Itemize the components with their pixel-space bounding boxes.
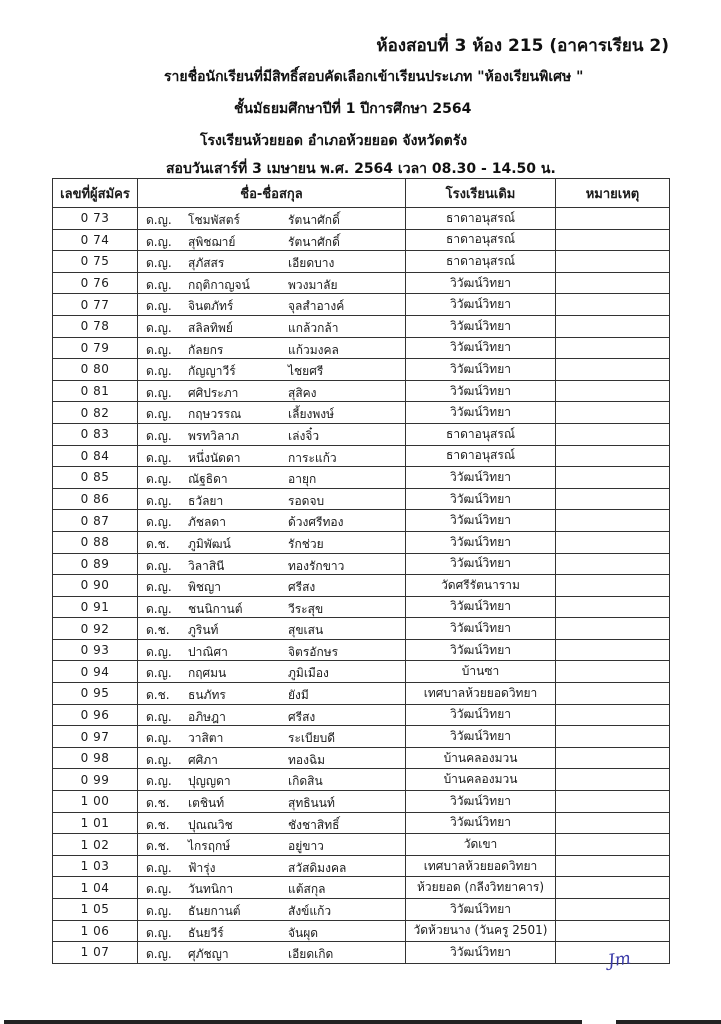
last-name: ทองรักขาว: [288, 558, 345, 573]
applicant-number: 0 87: [53, 510, 138, 532]
table-row: [53, 726, 670, 748]
applicant-number: 0 91: [53, 596, 138, 618]
table-row: [53, 229, 670, 251]
name-prefix: ด.ญ.: [146, 558, 172, 573]
previous-school: วิวัฒน์วิทยา: [406, 380, 556, 402]
student-name: [138, 683, 406, 705]
first-name: สลิลทิพย์: [188, 320, 233, 335]
name-prefix: ด.ญ.: [146, 860, 172, 875]
remarks-cell: [556, 704, 670, 726]
applicant-number: 0 75: [53, 251, 138, 273]
applicant-number: 1 02: [53, 834, 138, 856]
student-name: [138, 272, 406, 294]
table-row: [53, 942, 670, 964]
applicant-number: 0 88: [53, 531, 138, 553]
applicant-number: 1 00: [53, 791, 138, 813]
name-prefix: ด.ญ.: [146, 666, 172, 681]
applicant-number: 0 96: [53, 704, 138, 726]
name-prefix: ด.ญ.: [146, 385, 172, 400]
previous-school: วิวัฒน์วิทยา: [406, 812, 556, 834]
applicant-number: 0 95: [53, 683, 138, 705]
applicant-number: 1 07: [53, 942, 138, 964]
name-prefix: ด.ญ.: [146, 234, 172, 249]
first-name: ธันยวีร์: [188, 925, 224, 940]
last-name: ชังชาสิทธิ์: [288, 817, 340, 832]
applicant-number: 0 94: [53, 661, 138, 683]
last-name: ภูมิเมือง: [288, 666, 329, 681]
applicant-number: 0 92: [53, 618, 138, 640]
column-header-applicant-no: เลขที่ผู้สมัคร: [53, 179, 138, 208]
table-row: [53, 596, 670, 618]
student-name: [138, 704, 406, 726]
remarks-cell: [556, 575, 670, 597]
student-name: [138, 445, 406, 467]
previous-school: ธาดาอนุสรณ์: [406, 423, 556, 445]
last-name: แกล้วกล้า: [288, 320, 339, 335]
table-row: [53, 899, 670, 921]
name-prefix: ด.ญ.: [146, 450, 172, 465]
name-prefix: ด.ญ.: [146, 277, 172, 292]
last-name: จิตรอักษร: [288, 644, 339, 659]
applicant-number: 0 77: [53, 294, 138, 316]
name-prefix: ด.ญ.: [146, 407, 172, 422]
table-row: [53, 445, 670, 467]
last-name: รัตนาศักดิ์: [288, 213, 340, 227]
first-name: ศศิภา: [188, 752, 218, 767]
name-prefix: ด.ญ.: [146, 320, 172, 335]
last-name: สวัสดิมงคล: [288, 860, 347, 875]
student-name: [138, 661, 406, 683]
applicant-number: 0 84: [53, 445, 138, 467]
table-row: [53, 704, 670, 726]
name-prefix: ด.ญ.: [146, 428, 172, 443]
remarks-cell: [556, 531, 670, 553]
remarks-cell: [556, 920, 670, 942]
last-name: เอียดเกิด: [288, 947, 334, 962]
first-name: ภูมิพัฒน์: [188, 536, 231, 551]
student-name: [138, 639, 406, 661]
first-name: เตชินท์: [188, 796, 225, 811]
previous-school: วิวัฒน์วิทยา: [406, 726, 556, 748]
student-name: [138, 359, 406, 381]
first-name: ณัฐธิดา: [188, 472, 228, 487]
first-name: กฤษวรรณ: [188, 407, 242, 422]
first-name: ธันยกานต์: [188, 904, 241, 918]
column-header-remarks: หมายเหตุ: [556, 179, 670, 208]
student-name: [138, 251, 406, 273]
table-row: [53, 661, 670, 683]
table-row: [53, 639, 670, 661]
applicant-number: 0 79: [53, 337, 138, 359]
column-header-previous-school: โรงเรียนเดิม: [406, 179, 556, 208]
last-name: ด้วงศรีทอง: [288, 515, 344, 530]
last-name: เลี้ยงพงษ์: [288, 407, 335, 422]
last-name: อยู่ขาว: [288, 839, 324, 854]
last-name: ยังมี: [288, 688, 309, 703]
first-name: พรทวิลาภ: [188, 428, 240, 443]
first-name: ธวัลยา: [188, 493, 224, 508]
table-row: [53, 488, 670, 510]
name-prefix: ด.ญ.: [146, 601, 172, 616]
last-name: ระเบียบดี: [288, 731, 336, 746]
name-prefix: ด.ญ.: [146, 774, 172, 789]
previous-school: วัดศรีรัตนาราม: [406, 575, 556, 597]
scan-edge-bar-right: [616, 1020, 721, 1024]
table-row: [53, 553, 670, 575]
applicant-number: 0 98: [53, 747, 138, 769]
applicant-number: 0 76: [53, 272, 138, 294]
previous-school: ธาดาอนุสรณ์: [406, 208, 556, 230]
student-name: [138, 920, 406, 942]
remarks-cell: [556, 683, 670, 705]
remarks-cell: [556, 769, 670, 791]
previous-school: ธาดาอนุสรณ์: [406, 445, 556, 467]
name-prefix: ด.ญ.: [146, 493, 172, 508]
applicant-number: 0 83: [53, 423, 138, 445]
previous-school: วิวัฒน์วิทยา: [406, 531, 556, 553]
remarks-cell: [556, 639, 670, 661]
previous-school: วิวัฒน์วิทยา: [406, 704, 556, 726]
remarks-cell: [556, 380, 670, 402]
first-name: สุภัสสร: [188, 256, 225, 271]
previous-school: วิวัฒน์วิทยา: [406, 315, 556, 337]
name-prefix: ด.ญ.: [146, 925, 172, 940]
student-name: [138, 726, 406, 748]
name-prefix: ด.ญ.: [146, 644, 172, 659]
remarks-cell: [556, 553, 670, 575]
first-name: วิลาสินี: [188, 558, 225, 573]
last-name: เอียดบาง: [288, 256, 335, 271]
previous-school: วิวัฒน์วิทยา: [406, 488, 556, 510]
table-row: [53, 791, 670, 813]
previous-school: วัดเขา: [406, 834, 556, 856]
student-name: [138, 467, 406, 489]
first-name: หนึ่งนัดดา: [188, 450, 241, 465]
student-name: [138, 229, 406, 251]
remarks-cell: [556, 272, 670, 294]
previous-school: วิวัฒน์วิทยา: [406, 791, 556, 813]
first-name: วาสิตา: [188, 731, 224, 746]
previous-school: วิวัฒน์วิทยา: [406, 618, 556, 640]
remarks-cell: [556, 618, 670, 640]
name-prefix: ด.ญ.: [146, 709, 172, 724]
last-name: เกิดสิน: [288, 774, 323, 789]
remarks-cell: [556, 596, 670, 618]
student-name: [138, 942, 406, 964]
name-prefix: ด.ช.: [146, 817, 170, 832]
applicant-number: 1 05: [53, 899, 138, 921]
remarks-cell: [556, 402, 670, 424]
previous-school: วิวัฒน์วิทยา: [406, 942, 556, 964]
remarks-cell: [556, 467, 670, 489]
remarks-cell: [556, 208, 670, 230]
first-name: กฤติกาญจน์: [188, 277, 250, 292]
first-name: ภัชลดา: [188, 515, 226, 530]
student-name: [138, 380, 406, 402]
previous-school: ห้วยยอด (กลีงวิทยาคาร): [406, 877, 556, 899]
last-name: วีระสุข: [288, 601, 324, 616]
student-name: [138, 315, 406, 337]
name-prefix: ด.ญ.: [146, 752, 172, 767]
document-title: รายชื่อนักเรียนที่มีสิทธิ์สอบคัดเลือกเข้าเรียนประเภท "ห้องเรียนพิเศษ ": [164, 69, 584, 85]
last-name: สุสิคง: [288, 385, 317, 400]
student-name: [138, 877, 406, 899]
grade-year-heading: ชั้นมัธยมศึกษาปีที่ 1 ปีการศึกษา 2564: [234, 101, 472, 117]
applicant-number: 0 93: [53, 639, 138, 661]
name-prefix: ด.ช.: [146, 536, 170, 551]
student-name: [138, 834, 406, 856]
table-row: [53, 855, 670, 877]
student-name: [138, 812, 406, 834]
name-prefix: ด.ญ.: [146, 472, 172, 487]
previous-school: บ้านซา: [406, 661, 556, 683]
remarks-cell: [556, 337, 670, 359]
previous-school: วัดห้วยนาง (วันครู 2501): [406, 920, 556, 942]
student-name: [138, 402, 406, 424]
name-prefix: ด.ญ.: [146, 882, 172, 897]
first-name: สุพิชฌาย์: [188, 234, 236, 249]
last-name: ไชยศรี: [288, 364, 324, 379]
table-row: [53, 575, 670, 597]
name-prefix: ด.ช.: [146, 623, 170, 638]
name-prefix: ด.ญ.: [146, 580, 172, 595]
table-row: [53, 380, 670, 402]
last-name: รอดจบ: [288, 493, 325, 508]
last-name: เล่งจิ๋ว: [288, 428, 320, 443]
student-name: [138, 791, 406, 813]
student-name: [138, 337, 406, 359]
table-row: [53, 294, 670, 316]
name-prefix: ด.ญ.: [146, 947, 172, 962]
remarks-cell: [556, 812, 670, 834]
applicant-number: 0 81: [53, 380, 138, 402]
previous-school: ธาดาอนุสรณ์: [406, 251, 556, 273]
previous-school: วิวัฒน์วิทยา: [406, 467, 556, 489]
student-name: [138, 510, 406, 532]
remarks-cell: [556, 315, 670, 337]
previous-school: เทศบาลห้วยยอดวิทยา: [406, 683, 556, 705]
remarks-cell: [556, 229, 670, 251]
remarks-cell: [556, 791, 670, 813]
table-header-row: [53, 179, 670, 208]
previous-school: วิวัฒน์วิทยา: [406, 272, 556, 294]
student-name: [138, 531, 406, 553]
name-prefix: ด.ญ.: [146, 299, 172, 314]
previous-school: วิวัฒน์วิทยา: [406, 510, 556, 532]
school-heading: โรงเรียนห้วยยอด อำเภอห้วยยอด จังหวัดตรัง: [200, 133, 468, 149]
first-name: ชนนิกานต์: [188, 601, 243, 616]
last-name: ศรีสง: [288, 580, 316, 595]
applicant-number: 0 73: [53, 208, 138, 230]
table-row: [53, 315, 670, 337]
last-name: ศรีสง: [288, 709, 316, 724]
remarks-cell: [556, 423, 670, 445]
previous-school: วิวัฒน์วิทยา: [406, 402, 556, 424]
last-name: รักช่วย: [288, 536, 324, 551]
table-row: [53, 467, 670, 489]
table-row: [53, 769, 670, 791]
remarks-cell: [556, 661, 670, 683]
student-name: [138, 294, 406, 316]
table-row: [53, 337, 670, 359]
handwritten-signature: Jm: [606, 948, 633, 972]
name-prefix: ด.ญ.: [146, 256, 172, 271]
remarks-cell: [556, 726, 670, 748]
first-name: โชมพัสตร์: [188, 213, 240, 227]
scan-edge-bar-left: [4, 1020, 582, 1024]
name-prefix: ด.ญ.: [146, 364, 172, 379]
applicant-number: 0 85: [53, 467, 138, 489]
table-row: [53, 531, 670, 553]
name-prefix: ด.ช.: [146, 688, 170, 703]
applicant-number: 0 90: [53, 575, 138, 597]
table-row: [53, 251, 670, 273]
applicant-number: 0 82: [53, 402, 138, 424]
last-name: จันผุด: [288, 925, 319, 940]
first-name: กัลยกร: [188, 342, 224, 357]
last-name: อายุก: [288, 472, 317, 487]
student-name: [138, 899, 406, 921]
last-name: พวงมาลัย: [288, 277, 338, 292]
table-row: [53, 877, 670, 899]
applicant-number: 1 03: [53, 855, 138, 877]
table-row: [53, 510, 670, 532]
previous-school: ธาดาอนุสรณ์: [406, 229, 556, 251]
last-name: รัตนาศักดิ์: [288, 234, 340, 249]
previous-school: วิวัฒน์วิทยา: [406, 337, 556, 359]
last-name: แก้วมงคล: [288, 342, 339, 357]
remarks-cell: [556, 834, 670, 856]
first-name: อภิษฎา: [188, 709, 226, 724]
last-name: จุลสำอางค์: [288, 299, 345, 314]
applicant-number: 0 97: [53, 726, 138, 748]
previous-school: บ้านคลองมวน: [406, 769, 556, 791]
applicant-number: 0 78: [53, 315, 138, 337]
applicant-number: 1 01: [53, 812, 138, 834]
last-name: สุขเสน: [288, 623, 324, 638]
name-prefix: ด.ช.: [146, 839, 170, 854]
student-name: [138, 769, 406, 791]
column-header-name: ชื่อ-ชื่อสกุล: [138, 179, 406, 208]
last-name: สังข์แก้ว: [288, 904, 332, 918]
first-name: ฟ้ารุ่ง: [188, 860, 216, 875]
table-row: [53, 402, 670, 424]
table-row: [53, 272, 670, 294]
first-name: ธนภัทร: [188, 688, 226, 703]
student-name: [138, 855, 406, 877]
student-name: [138, 747, 406, 769]
last-name: แต้สกุล: [288, 882, 326, 897]
previous-school: เทศบาลห้วยยอดวิทยา: [406, 855, 556, 877]
name-prefix: ด.ญ.: [146, 342, 172, 357]
table-row: [53, 208, 670, 230]
last-name: ทองฉิม: [288, 752, 326, 767]
first-name: จินตภัทร์: [188, 299, 234, 314]
previous-school: วิวัฒน์วิทยา: [406, 359, 556, 381]
remarks-cell: [556, 445, 670, 467]
name-prefix: ด.ญ.: [146, 213, 172, 227]
table-row: [53, 618, 670, 640]
previous-school: บ้านคลองมวน: [406, 747, 556, 769]
table-row: [53, 920, 670, 942]
table-row: [53, 423, 670, 445]
table-row: [53, 834, 670, 856]
applicant-number: 0 89: [53, 553, 138, 575]
student-name: [138, 208, 406, 230]
remarks-cell: [556, 294, 670, 316]
name-prefix: ด.ญ.: [146, 731, 172, 746]
first-name: พิชญา: [188, 580, 222, 595]
student-name: [138, 618, 406, 640]
remarks-cell: [556, 877, 670, 899]
student-name: [138, 575, 406, 597]
first-name: ศุภัชญา: [188, 947, 229, 962]
exam-date-heading: สอบวันเสาร์ที่ 3 เมษายน พ.ศ. 2564 เวลา 08.30 - 14.50 น.: [166, 161, 556, 177]
applicant-number: 1 06: [53, 920, 138, 942]
student-name: [138, 596, 406, 618]
name-prefix: ด.ช.: [146, 796, 170, 811]
table-row: [53, 683, 670, 705]
first-name: กัญญาวีร์: [188, 364, 236, 379]
name-prefix: ด.ญ.: [146, 515, 172, 530]
first-name: ศศิประภา: [188, 385, 239, 400]
name-prefix: ด.ญ.: [146, 904, 172, 918]
remarks-cell: [556, 899, 670, 921]
first-name: ปุญญดา: [188, 774, 231, 789]
exam-room-heading: ห้องสอบที่ 3 ห้อง 215 (อาคารเรียน 2): [376, 36, 669, 56]
last-name: การะแก้ว: [288, 450, 337, 465]
applicant-number: 0 74: [53, 229, 138, 251]
student-name: [138, 423, 406, 445]
applicant-number: 0 86: [53, 488, 138, 510]
previous-school: วิวัฒน์วิทยา: [406, 899, 556, 921]
applicant-number: 0 99: [53, 769, 138, 791]
first-name: ไกรฤกษ์: [188, 839, 231, 854]
first-name: ปุณณวิช: [188, 817, 233, 832]
table-row: [53, 812, 670, 834]
table-row: [53, 747, 670, 769]
remarks-cell: [556, 855, 670, 877]
first-name: วันทนิกา: [188, 882, 234, 897]
previous-school: วิวัฒน์วิทยา: [406, 639, 556, 661]
table-row: [53, 359, 670, 381]
first-name: ภูรินท์: [188, 623, 219, 638]
first-name: กฤศมน: [188, 666, 227, 681]
applicant-number: 0 80: [53, 359, 138, 381]
last-name: สุทธินนท์: [288, 796, 335, 811]
remarks-cell: [556, 251, 670, 273]
remarks-cell: [556, 747, 670, 769]
first-name: ปาณิศา: [188, 644, 228, 659]
table-body: [53, 208, 670, 964]
student-name: [138, 488, 406, 510]
previous-school: วิวัฒน์วิทยา: [406, 294, 556, 316]
remarks-cell: [556, 359, 670, 381]
applicant-number: 1 04: [53, 877, 138, 899]
previous-school: วิวัฒน์วิทยา: [406, 553, 556, 575]
student-roster-table: [52, 178, 670, 964]
previous-school: วิวัฒน์วิทยา: [406, 596, 556, 618]
remarks-cell: [556, 488, 670, 510]
remarks-cell: [556, 510, 670, 532]
student-name: [138, 553, 406, 575]
